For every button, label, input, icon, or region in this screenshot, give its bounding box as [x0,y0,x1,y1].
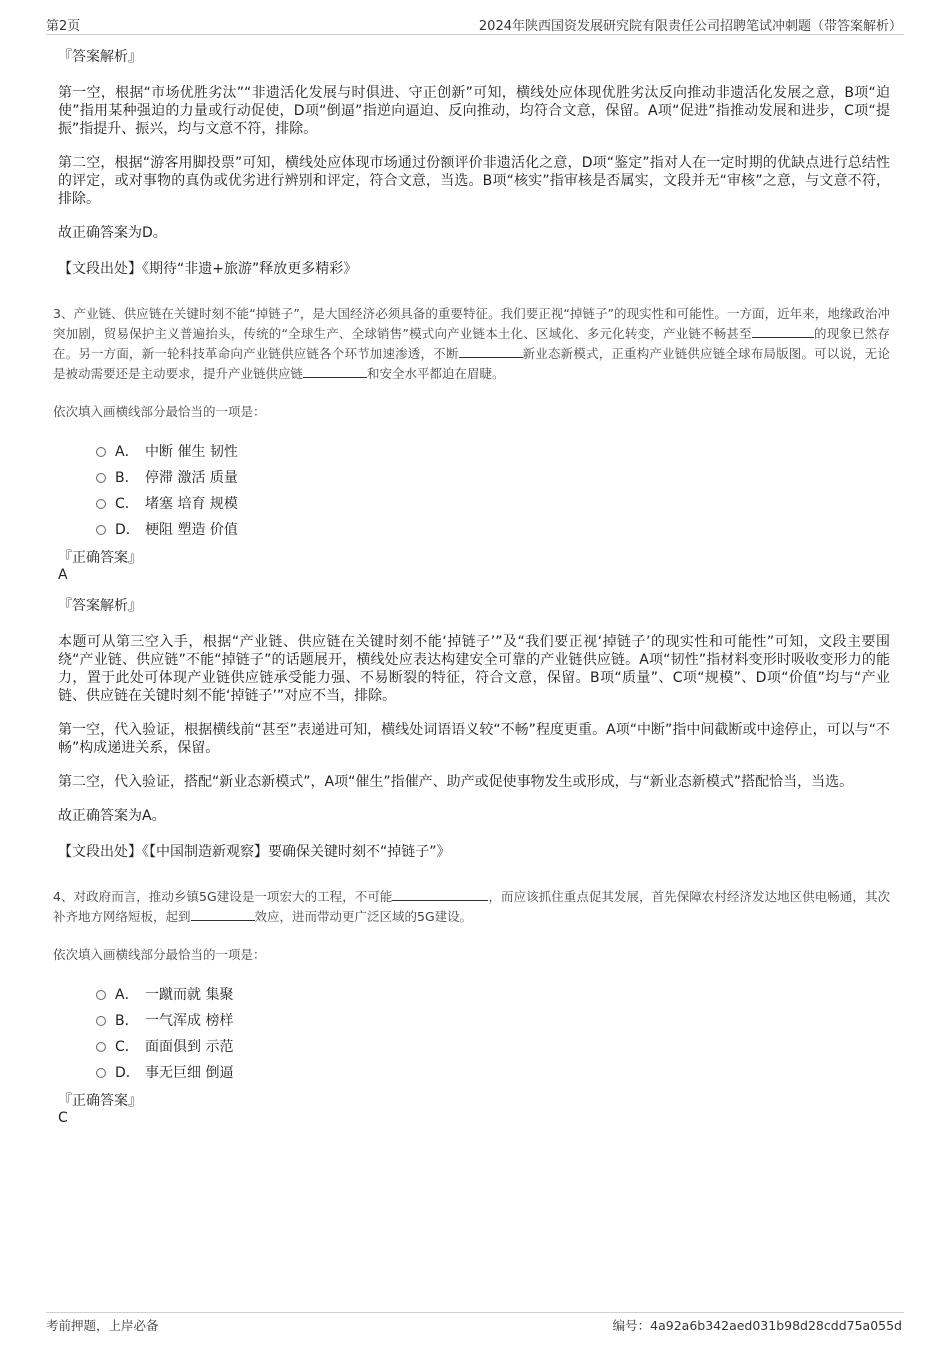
q4-stem [53,887,890,927]
radio-icon[interactable] [96,525,106,535]
q4-prompt: 依次填入画横线部分最恰当的一项是： [53,947,266,962]
option-text: 堵塞 培育 规模 [145,496,238,512]
q3-prompt: 依次填入画横线部分最恰当的一项是： [53,404,266,419]
q4-options [96,982,890,1086]
q3-analysis-para-3: 第二空，代入验证，搭配“新业态新模式”，A项“催生”指催产、助产或促使事物发生或形成，与“新业态新模式”搭配恰当，当选。 [58,774,854,790]
radio-icon[interactable] [96,1042,106,1052]
q3-stem-part: 和安全水平都迫在眉睫。 [367,366,505,381]
q2-analysis-para-2: 第二空，根据“游客用脚投票”可知，横线处应体现市场通过份额评价非遗活化之意，D项“鉴定”指对人在一定时期的优缺点进行总结性的评定，或对事物的真伪或优劣进行辨别和评定，符合文意，当选。B项“核实”指审核是否属实，文段并无“审核”之意，与文意不符，排除。 [58,155,890,207]
q4-stem-part: 4、对政府而言，推动乡镇5G建设是一项宏大的工程，不可能 [53,889,393,904]
q3-option-c[interactable] [96,491,890,517]
page-footer [46,1312,904,1337]
q4-blank-1 [392,888,488,901]
radio-icon[interactable] [96,499,106,509]
q3-option-a[interactable] [96,439,890,465]
q3-conclusion: 故正确答案为A。 [58,808,166,824]
q3-blank-1 [752,325,814,338]
q3-option-d[interactable] [96,517,890,543]
option-text: 梗阻 塑造 价值 [145,522,238,538]
q3-stem-part: 的现象已然存在。另一方面，新一轮科技革命向产业链供应链各个环节加速渗透，不断 [53,326,890,361]
q4-option-d[interactable] [96,1060,890,1086]
option-letter: A． [115,987,139,1003]
q2-conclusion: 故正确答案为D。 [58,225,167,241]
option-text: 中断 催生 韧性 [145,444,238,460]
radio-icon[interactable] [96,990,106,1000]
page-header [46,14,904,35]
q3-blank-2 [459,345,523,358]
q3-source: 【文段出处】《【中国制造新观察】要确保关键时刻不“掉链子”》 [58,844,451,860]
q3-options [96,439,890,543]
option-letter: D． [115,522,140,538]
option-letter: B． [115,1013,139,1029]
page-number: 第2页 [46,19,81,34]
radio-icon[interactable] [96,473,106,483]
q4-stem-part: ，而应该抓住重点促其发展，首先保障农村经济发达地区供电畅通，其次补齐地方网络短板，起到 [53,889,890,924]
option-letter: C． [115,496,139,512]
q3-blank-3 [303,365,367,378]
radio-icon[interactable] [96,1068,106,1078]
option-text: 一蹴而就 集聚 [145,987,234,1003]
option-text: 停滞 激活 质量 [145,470,238,486]
q3-answer-label: 『正确答案』 [58,550,142,566]
page-content [53,46,890,1138]
option-letter: C． [115,1039,139,1055]
document-id: 编号：4a92a6b342aed031b98d28cdd75a055d [612,1318,902,1333]
q2-analysis-para-1: 第一空，根据“市场优胜劣汰”“非遗活化发展与时俱进、守正创新”可知，横线处应体现优胜劣汰反向推动非遗活化发展之意，B项“迫使”指用某种强迫的力量或行动促使，D项“倒逼”指逆向逼迫、反向推动，均符合文意，保留。A项“促进”指推动发展和进步，C项“提振”指提升、振兴，均与文意不符，排除。 [58,85,890,137]
option-letter: A． [115,444,139,460]
q3-stem [53,304,890,384]
q3-stem-part: 3、产业链、供应链在关键时刻不能“掉链子”，是大国经济必须具备的重要特征。我们要正视“掉链子”的现实性和可能性。一方面，近年来，地缘政治冲突加剧，贸易保护主义普遍抬头，传统的“全球生产、全球销售”模式向产业链本土化、区域化、多元化转变，产业链不畅甚至 [53,306,890,341]
q2-source: 【文段出处】《期待“非遗+旅游”释放更多精彩》 [58,261,358,277]
q3-analysis-para-1: 本题可从第三空入手，根据“产业链、供应链在关键时刻不能‘掉链子’”及“我们要正视‘掉链子’的现实性和可能性”可知，文段主要围绕“产业链、供应链”不能“掉链子”的话题展开，横线处应表达构建安全可靠的产业链供应链。A项“韧性”指材料变形时吸收变形力的能力，置于此处可体现产业链供应链承受能力强、不易断裂的特征，符合文意，保留。B项“质量”、C项“规模”、D项“价值”均与“产业链、供应链在关键时刻不能‘掉链子’”对应不当，排除。 [58,634,890,704]
q3-answer: A [58,567,68,583]
document-title: 2024年陕西国资发展研究院有限责任公司招聘笔试冲刺题（带答案解析） [478,19,902,34]
radio-icon[interactable] [96,447,106,457]
option-letter: B． [115,470,139,486]
q4-blank-2 [191,908,255,921]
q3-option-b[interactable] [96,465,890,491]
q4-option-a[interactable] [96,982,890,1008]
q4-answer: C [58,1110,68,1126]
q4-answer-label: 『正确答案』 [58,1093,142,1109]
option-text: 一气浑成 榜样 [145,1013,234,1029]
footer-slogan: 考前押题，上岸必备 [46,1318,159,1333]
option-text: 面面俱到 示范 [145,1039,234,1055]
q4-option-c[interactable] [96,1034,890,1060]
option-letter: D． [115,1065,140,1081]
q3-analysis-label: 『答案解析』 [58,598,142,614]
q3-stem-part: 新业态新模式，正重构产业链供应链全球布局版图。可以说，无论是被动需要还是主动要求，提升产业链供应链 [53,346,890,381]
q4-stem-part: 效应，进而带动更广泛区域的5G建设。 [254,909,473,924]
q2-analysis-label: 『答案解析』 [58,49,142,65]
option-text: 事无巨细 倒逼 [145,1065,234,1081]
q3-analysis-para-2: 第一空，代入验证，根据横线前“甚至”表递进可知，横线处词语语义较“不畅”程度更重。A项“中断”指中间截断或中途停止，可以与“不畅”构成递进关系，保留。 [58,722,890,756]
q4-option-b[interactable] [96,1008,890,1034]
radio-icon[interactable] [96,1016,106,1026]
